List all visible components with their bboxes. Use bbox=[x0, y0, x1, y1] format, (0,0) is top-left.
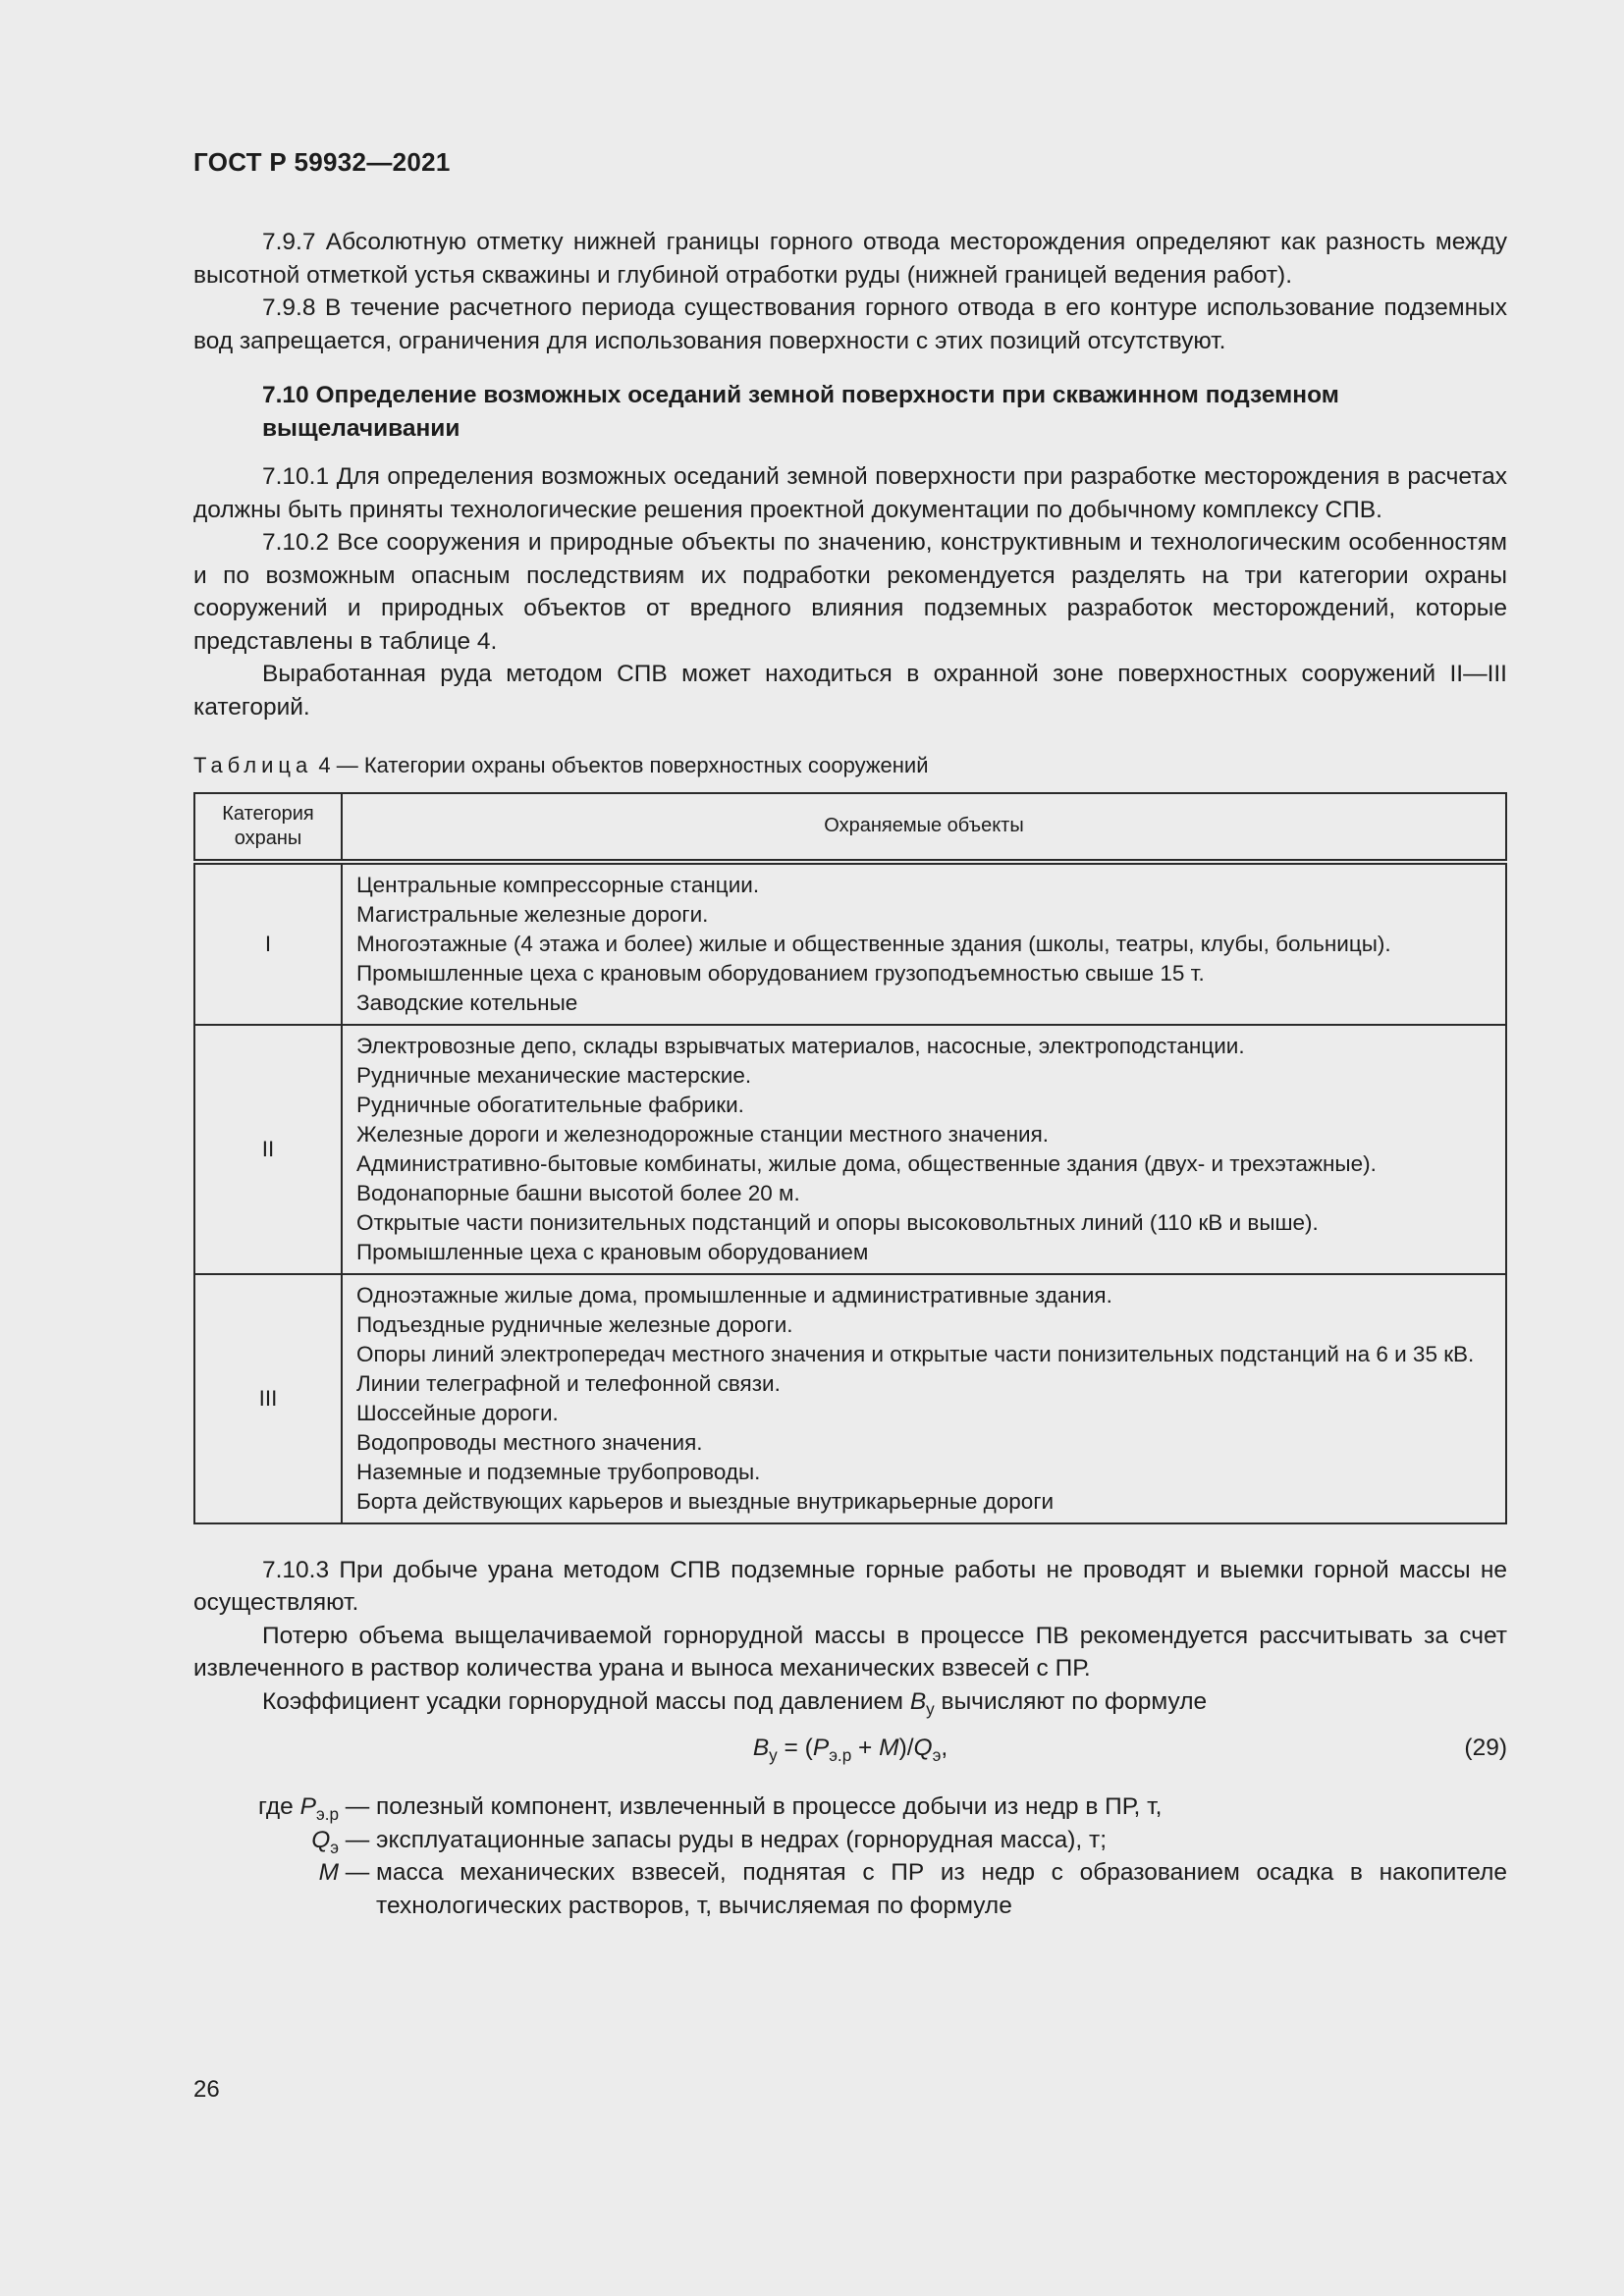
where-dash: — bbox=[345, 1826, 370, 1853]
formula-end: , bbox=[941, 1735, 948, 1761]
where-symbol bbox=[193, 1824, 339, 1857]
category-cell: III bbox=[194, 1274, 342, 1523]
object-line: Административно-бытовые комбинаты, жилые дома, общественные здания (двух- и трехэтажные). bbox=[356, 1150, 1377, 1176]
coefficient-sub: у bbox=[926, 1698, 935, 1719]
where-row bbox=[193, 1824, 1507, 1857]
table-body bbox=[194, 862, 1506, 1523]
where-text: полезный компонент, извлеченный в процессе добычи из недр в ПР, т, bbox=[376, 1793, 1163, 1820]
formula-plus: + bbox=[851, 1735, 880, 1761]
object-line: Заводские котельные bbox=[356, 989, 578, 1015]
object-line: Рудничные обогатительные фабрики. bbox=[356, 1092, 744, 1117]
table-caption bbox=[193, 749, 1507, 782]
paragraph-volume-loss: Потерю объема выщелачиваемой горнорудной массы в процессе ПВ рекомендуется рассчитывать за счет извлеченного в раствор количества урана и выноса механических взвесей с ПР. bbox=[193, 1622, 1507, 1682]
formula-var-p: P bbox=[812, 1735, 830, 1761]
object-line: Промышленные цеха с крановым оборудованием грузоподъемностью свыше 15 т. bbox=[356, 960, 1205, 986]
formula-var-q: Q bbox=[913, 1735, 933, 1761]
object-line: Центральные компрессорные станции. bbox=[356, 872, 760, 897]
formula-29 bbox=[193, 1732, 1507, 1783]
object-line: Линии телеграфной и телефонной связи. bbox=[356, 1370, 781, 1396]
paragraph-coefficient bbox=[193, 1685, 1507, 1719]
paragraph-7-10-3: 7.10.3 При добыче урана методом СПВ подземные горные работы не проводят и выемки горной массы не осуществляют. bbox=[193, 1556, 1507, 1616]
table-caption-label: Таблица bbox=[193, 753, 313, 777]
object-line: Шоссейные дороги. bbox=[356, 1400, 559, 1425]
equation-number: (29) bbox=[1464, 1735, 1507, 1761]
header-objects: Охраняемые объекты bbox=[342, 793, 1506, 862]
paragraph-7-9-7: 7.9.7 Абсолютную отметку нижней границы горного отвода месторождения определяют как разность между высотной отметкой устья скважины и глубиной отработки руды (нижней границей ведения работ). bbox=[193, 229, 1507, 289]
object-line: Промышленные цеха с крановым оборудованием bbox=[356, 1239, 869, 1264]
object-line: Многоэтажные (4 этажа и более) жилые и общественные здания (школы, театры, клубы, больницы). bbox=[356, 931, 1391, 956]
protection-categories-table bbox=[193, 792, 1507, 1524]
table-row bbox=[194, 1274, 1506, 1523]
table-caption-text: 4 — Категории охраны объектов поверхностных сооружений bbox=[312, 753, 929, 777]
where-sub: э bbox=[330, 1837, 339, 1857]
where-sub: э.р bbox=[315, 1804, 339, 1824]
object-line: Электровозные депо, склады взрывчатых материалов, насосные, электроподстанции. bbox=[356, 1033, 1245, 1058]
object-line: Одноэтажные жилые дома, промышленные и административные здания. bbox=[356, 1282, 1112, 1308]
header-category: Категория охраны bbox=[194, 793, 342, 862]
object-line: Рудничные механические мастерские. bbox=[356, 1062, 752, 1088]
formula-sub-y: у bbox=[769, 1745, 778, 1765]
where-row bbox=[193, 1856, 1507, 1922]
object-line: Наземные и подземные трубопроводы. bbox=[356, 1459, 761, 1484]
page-content bbox=[193, 226, 1507, 1922]
table-header-row bbox=[194, 793, 1506, 862]
formula-eq: = ( bbox=[777, 1735, 813, 1761]
paragraph-ore-zone: Выработанная руда методом СПВ может находиться в охранной зоне поверхностных сооружений II—III категорий. bbox=[193, 661, 1507, 721]
objects-cell bbox=[342, 1025, 1506, 1274]
objects-cell bbox=[342, 1274, 1506, 1523]
formula-sub-er: э.р bbox=[829, 1745, 852, 1765]
object-line: Подъездные рудничные железные дороги. bbox=[356, 1311, 793, 1337]
table-row bbox=[194, 1025, 1506, 1274]
where-row bbox=[193, 1790, 1507, 1824]
object-line: Водонапорные башни высотой более 20 м. bbox=[356, 1180, 800, 1205]
where-var: M bbox=[318, 1859, 339, 1886]
where-text: масса механических взвесей, поднятая с ПР из недр с образованием осадка в накопителе технологических растворов, т, вычисляемая по формуле bbox=[376, 1859, 1507, 1919]
coefficient-var: B bbox=[909, 1687, 927, 1715]
where-symbol bbox=[193, 1856, 339, 1922]
object-line: Водопроводы местного значения. bbox=[356, 1429, 703, 1455]
category-cell: II bbox=[194, 1025, 342, 1274]
paragraph-7-10-1: 7.10.1 Для определения возможных оседаний земной поверхности при разработке месторождения в расчетах должны быть приняты технологические решения проектной документации по добычному комплексу СПВ. bbox=[193, 463, 1507, 523]
section-heading-7-10: 7.10 Определение возможных оседаний земной поверхности при скважинном подземном выщелачивании bbox=[262, 382, 1339, 442]
coefficient-text-start: Коэффициент усадки горнорудной массы под давлением bbox=[262, 1687, 910, 1715]
paragraph-7-10-2: 7.10.2 Все сооружения и природные объекты по значению, конструктивным и технологическим особенностям и по возможным опасным последствиям их подработки рекомендуется разделять на три категории охраны сооружений и природных объектов от вредного влияния подземных разработок месторождений, которые представлены в таблице 4. bbox=[193, 529, 1507, 655]
object-line: Борта действующих карьеров и выездные внутрикарьерные дороги bbox=[356, 1488, 1055, 1514]
where-prefix: где bbox=[258, 1793, 300, 1820]
object-line: Магистральные железные дороги. bbox=[356, 901, 709, 927]
formula-div: )/ bbox=[898, 1735, 914, 1761]
object-line: Железные дороги и железнодорожные станции местного значения. bbox=[356, 1121, 1050, 1147]
formula-sub-e: э bbox=[932, 1745, 942, 1765]
where-text: эксплуатационные запасы руды в недрах (горнорудная масса), т; bbox=[376, 1826, 1108, 1853]
page-number: 26 bbox=[193, 2076, 220, 2103]
object-line: Опоры линий электропередач местного значения и открытые части понизительных подстанций на 6 и 35 кВ. bbox=[356, 1341, 1475, 1366]
where-var: P bbox=[299, 1793, 316, 1820]
where-symbol bbox=[193, 1790, 339, 1824]
document-header: ГОСТ Р 59932—2021 bbox=[193, 147, 451, 177]
formula-var-m: M bbox=[879, 1735, 899, 1761]
formula-var-b: B bbox=[752, 1735, 770, 1761]
coefficient-text-end: вычисляют по формуле bbox=[934, 1687, 1208, 1715]
where-list bbox=[193, 1790, 1507, 1922]
where-dash: — bbox=[345, 1793, 370, 1820]
table-row bbox=[194, 862, 1506, 1025]
where-dash: — bbox=[345, 1859, 370, 1886]
paragraph-7-9-8: 7.9.8 В течение расчетного периода существования горного отвода в его контуре использование подземных вод запрещается, ограничения для использования поверхности с этих позиций отсутствуют. bbox=[193, 294, 1507, 354]
formula-expression bbox=[193, 1732, 1507, 1765]
object-line: Открытые части понизительных подстанций и опоры высоковольтных линий (110 кВ и выше). bbox=[356, 1209, 1319, 1235]
category-cell: I bbox=[194, 862, 342, 1025]
where-var: Q bbox=[311, 1826, 331, 1853]
objects-cell bbox=[342, 862, 1506, 1025]
